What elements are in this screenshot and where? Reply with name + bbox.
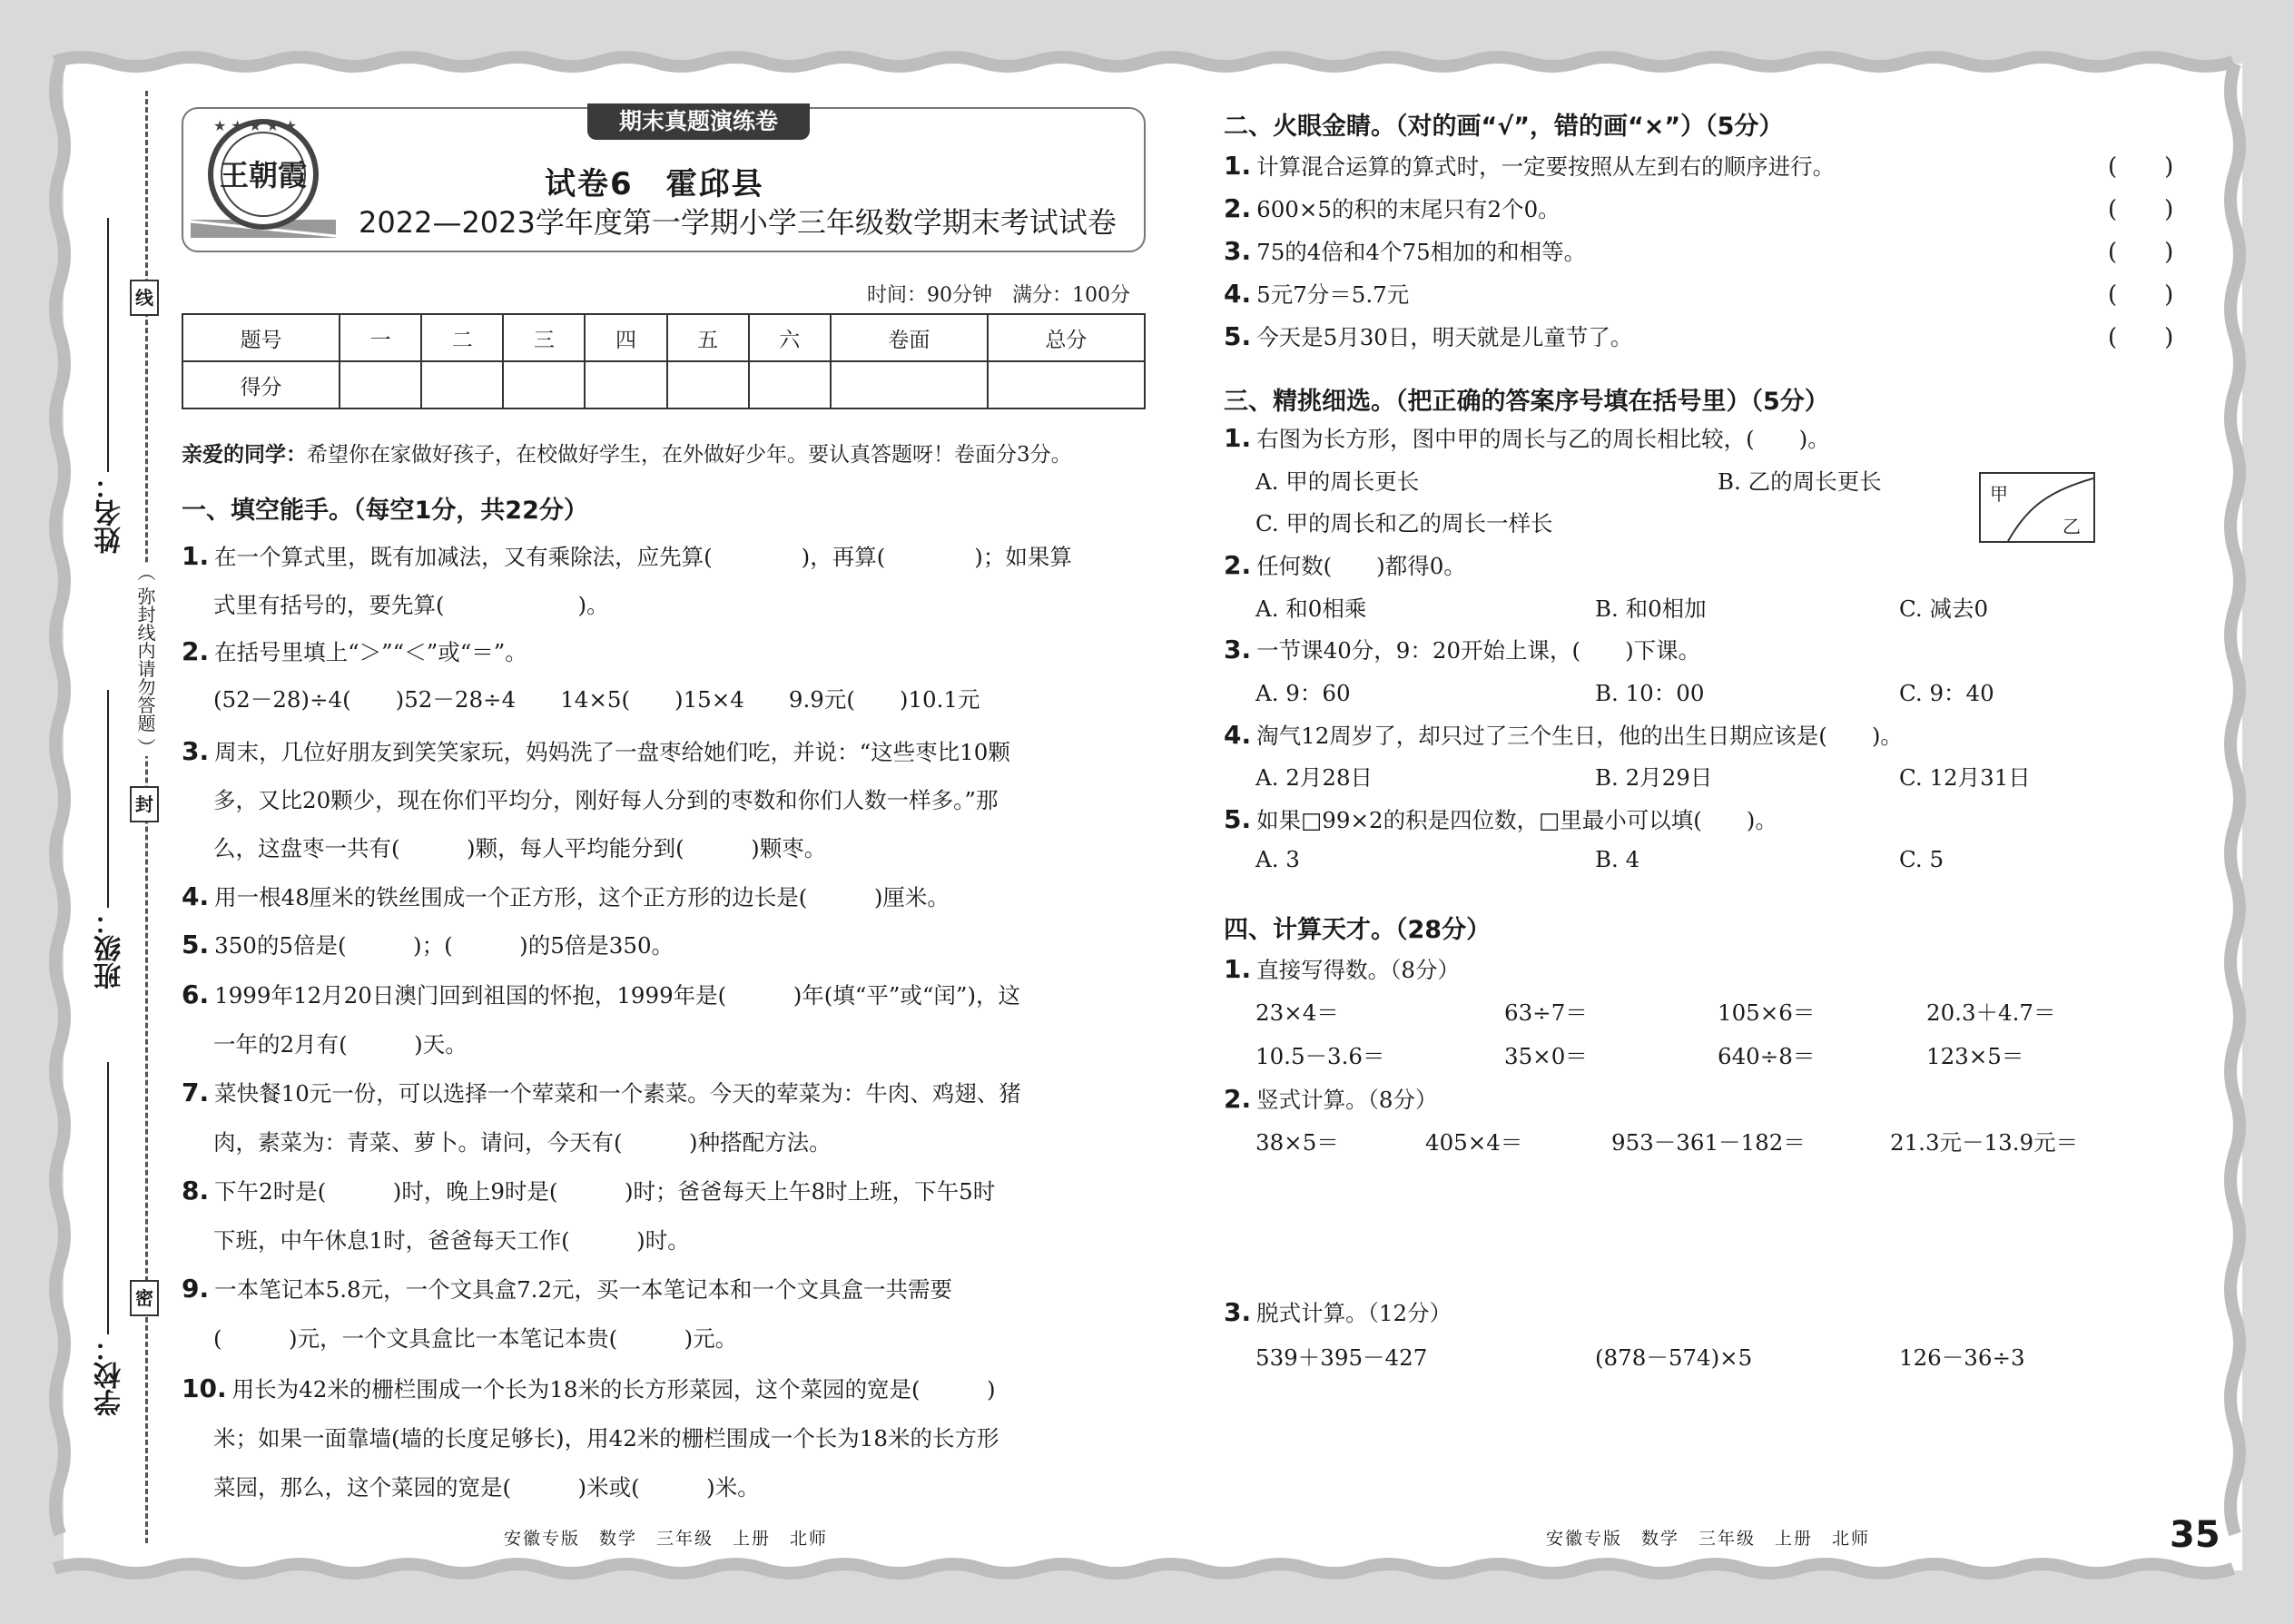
s3-q4: 4. 淘气12周岁了，却只过了三个生日，他的出生日期应该是( )。 [1224, 720, 1903, 750]
s1-line [182, 1373, 996, 1404]
s3-q5-opt-a: A. 3 [1255, 846, 1300, 872]
score-table [182, 313, 1146, 409]
step-calc-item: (878－574)×5 [1595, 1344, 1753, 1371]
s3-q1-opt-c: C. 甲的周长和乙的周长一样长 [1255, 510, 1553, 536]
s2-item-number: 3. [1224, 236, 1252, 266]
s2-answer-paren[interactable]: ( ) [2108, 196, 2174, 223]
s1-line-text: 在一个算式里，既有加减法，又有乘除法，应先算( )，再算( )；如果算 [214, 544, 1072, 570]
s3-q5: 5. 如果□99×2的积是四位数，□里最小可以填( )。 [1224, 804, 1777, 834]
s2-item-text: 今天是5月30日，明天就是儿童节了。 [1256, 324, 1633, 350]
score-cell[interactable] [831, 361, 988, 408]
s1-line-text: 350的5倍是( )；( )的5倍是350。 [214, 932, 674, 959]
name-label: 姓名： [94, 472, 126, 554]
step-calc-item: 539＋395－427 [1255, 1344, 1428, 1371]
calc-item: 35×0＝ [1504, 1043, 1588, 1069]
footer-right: 安徽专版 数学 三年级 上册 北师 [1546, 1529, 1871, 1549]
s1-line [213, 588, 609, 620]
section4-title: 四、计算天才。（28分） [1224, 916, 1492, 944]
s1-line-text: 么，这盘枣一共有( )颗，每人平均能分到( )颗枣。 [213, 835, 827, 861]
s2-item-number: 2. [1224, 193, 1252, 223]
vertical-calc-item: 21.3元－13.9元＝ [1890, 1129, 2079, 1156]
intro [182, 438, 1072, 468]
class-label: 班级： [94, 908, 126, 989]
s1-line [213, 1471, 760, 1502]
s1-line-text: 用一根48厘米的铁丝围成一个正方形，这个正方形的边长是( )厘米。 [214, 884, 950, 910]
s1-line-text: 式里有括号的，要先算( )。 [213, 592, 609, 618]
s1-line-text: 下午2时是( )时，晚上9时是( )时；爸爸每天上午8时上班，下午5时 [214, 1178, 996, 1205]
s2-item [1224, 192, 1561, 224]
step-calc-item: 126－36÷3 [1899, 1344, 2025, 1371]
calc-item: 20.3＋4.7＝ [1926, 999, 2056, 1026]
s4-p2: 2. 竖式计算。（8分） [1224, 1084, 1438, 1114]
intro-text: 希望你在家做好孩子，在校做好学生，在外做好少年。要认真答题呀！卷面分3分。 [307, 443, 1072, 467]
score-cell[interactable] [503, 361, 585, 408]
s1-question-number: 1. [182, 541, 210, 571]
s1-line-text: 菜园，那么，这个菜园的宽是( )米或( )米。 [213, 1474, 760, 1501]
school-field[interactable] [91, 1334, 136, 1416]
s2-item-number: 5. [1224, 321, 1252, 351]
s1-line [213, 683, 980, 714]
exam-subtitle: 2022—2023学年度第一学期小学三年级数学期末考试试卷 [359, 205, 1117, 240]
s1-question-number: 8. [182, 1176, 210, 1206]
s3-q2-opt-b: B. 和0相加 [1595, 595, 1707, 622]
s1-line [182, 1077, 1021, 1108]
score-th: 四 [585, 314, 666, 361]
seal-char-mi: 密 [130, 1280, 159, 1316]
section3-title: 三、精挑细选。（把正确的答案序号填在括号里）（5分） [1224, 388, 1829, 416]
fig-label-jia: 甲 [1990, 483, 2008, 505]
seal-char-xian: 线 [130, 280, 159, 316]
class-underline [107, 690, 109, 908]
s2-answer-paren[interactable]: ( ) [2108, 153, 2174, 181]
s1-line-text: 1999年12月20日澳门回到祖国的怀抱，1999年是( )年(填“平”或“闰”)，这 [214, 982, 1021, 1009]
s3-q5-opt-c: C. 5 [1899, 846, 1944, 872]
s3-q2-opt-a: A. 和0相乘 [1255, 595, 1367, 622]
calc-item: 123×5＝ [1926, 1043, 2024, 1069]
s1-question-number: 2. [182, 636, 210, 666]
s1-line [213, 832, 826, 863]
rectangle-figure [1979, 472, 2095, 543]
s3-q3: 3. 一节课40分，9：20开始上课，( )下课。 [1224, 635, 1701, 664]
score-table-score-row [182, 361, 1145, 408]
s1-question-number: 10. [182, 1373, 227, 1403]
s3-q2-opt-c: C. 减去0 [1899, 595, 1989, 622]
logo-text: 王朝霞 [219, 158, 308, 192]
s1-question-number: 5. [182, 930, 210, 960]
seal-note: （ 弥封线内请勿答题 ） [123, 563, 159, 756]
section2-title: 二、火眼金睛。（对的画“√”，错的画“×”）（5分） [1224, 113, 1784, 141]
s3-q1-opt-a: A. 甲的周长更长 [1255, 468, 1420, 495]
section1-title: 一、填空能手。（每空1分，共22分） [182, 497, 588, 525]
calc-item: 63÷7＝ [1504, 999, 1588, 1026]
s1-line [213, 1028, 468, 1059]
class-field[interactable] [91, 908, 136, 989]
score-table-header-row [182, 314, 1145, 361]
score-cell[interactable] [585, 361, 666, 408]
intro-label: 亲爱的同学： [182, 443, 307, 467]
s4-p3: 3. 脱式计算。（12分） [1224, 1297, 1452, 1327]
s3-q1: 1. 右图为长方形，图中甲的周长与乙的周长相比较，( )。 [1224, 423, 1830, 453]
s1-question-number: 3. [182, 736, 210, 766]
s1-line [182, 635, 527, 667]
s1-line-text: ( )元，一个文具盒比一本笔记本贵( )元。 [213, 1325, 738, 1352]
score-cell[interactable] [749, 361, 831, 408]
s1-line-text: 用长为42米的栅栏围成一个长为18米的长方形菜园，这个菜园的宽是( ) [231, 1376, 996, 1403]
s4-p1: 1. 直接写得数。（8分） [1224, 954, 1460, 984]
s3-q3-opt-a: A. 9：60 [1255, 680, 1351, 706]
score-th: 卷面 [831, 314, 988, 361]
s1-line-text: 下班，中午休息1时，爸爸每天工作( )时。 [213, 1227, 690, 1254]
school-label: 学校： [94, 1334, 126, 1416]
score-th: 三 [503, 314, 585, 361]
s3-q3-opt-b: B. 10：00 [1595, 680, 1705, 706]
s1-line [213, 783, 998, 815]
header-tab: 期末真题演练卷 [587, 103, 810, 140]
s1-line [213, 1126, 832, 1157]
vertical-calc-item: 38×5＝ [1255, 1129, 1339, 1156]
footer-left: 安徽专版 数学 三年级 上册 北师 [504, 1529, 829, 1549]
score-row-label: 得分 [182, 361, 340, 408]
calc-item: 23×4＝ [1255, 999, 1339, 1026]
s2-item-text: 75的4倍和4个75相加的和相等。 [1256, 239, 1587, 265]
score-cell[interactable] [667, 361, 749, 408]
calc-item: 10.5－3.6＝ [1255, 1043, 1385, 1069]
s3-q5-opt-b: B. 4 [1595, 846, 1640, 872]
s1-line [182, 1175, 995, 1206]
name-field[interactable] [91, 472, 136, 554]
name-underline [107, 218, 109, 472]
s1-line-text: 多，又比20颗少，现在你们平均分，刚好每人分到的枣数和你们人数一样多。”那 [213, 787, 999, 813]
s3-q1-opt-b: B. 乙的周长更长 [1718, 468, 1882, 495]
school-underline [107, 1062, 109, 1334]
brand-logo [186, 111, 340, 247]
s1-line [182, 881, 950, 912]
s3-q4-opt-c: C. 12月31日 [1899, 764, 2031, 791]
s2-item [1224, 320, 1632, 352]
s2-item [1224, 235, 1586, 267]
s1-line [182, 979, 1020, 1010]
s2-item [1224, 278, 1409, 310]
s1-line [182, 929, 674, 960]
s1-line-text: 周末，几位好朋友到笑笑家玩，妈妈洗了一盘枣给她们吃，并说：“这些枣比10颗 [214, 739, 1010, 765]
s1-question-number: 6. [182, 979, 210, 1009]
s2-answer-paren[interactable]: ( ) [2108, 281, 2174, 309]
s2-item-number: 1. [1224, 151, 1252, 181]
score-th: 五 [667, 314, 749, 361]
exam-title: 试卷6 霍邱县 [545, 166, 764, 202]
s1-line-text: 米；如果一面靠墙(墙的长度足够长)，用42米的栅栏围成一个长为18米的长方形 [213, 1425, 999, 1452]
seal-char-feng: 封 [130, 786, 159, 822]
s3-q4-opt-b: B. 2月29日 [1595, 764, 1713, 791]
fig-label-yi: 乙 [2063, 516, 2081, 537]
calc-item: 640÷8＝ [1718, 1043, 1816, 1069]
s1-line-text: 在括号里填上“＞”“＜”或“＝”。 [214, 639, 527, 665]
s1-line [213, 1422, 999, 1453]
s1-line [213, 1224, 690, 1255]
s1-line [213, 1322, 737, 1353]
svg-text:★ ★ ★ ★ ★: ★ ★ ★ ★ ★ [213, 117, 298, 134]
s2-item-number: 4. [1224, 279, 1252, 309]
score-cell[interactable] [421, 361, 503, 408]
s1-question-number: 9. [182, 1274, 210, 1304]
s2-item [1224, 150, 1835, 182]
s3-q2: 2. 任何数( )都得0。 [1224, 550, 1466, 580]
vertical-calc-item: 405×4＝ [1425, 1129, 1523, 1156]
s1-line-text: 一本笔记本5.8元，一个文具盒7.2元，买一本笔记本和一个文具盒一共需要 [214, 1276, 953, 1303]
s2-item-text: 计算混合运算的算式时，一定要按照从左到右的顺序进行。 [1256, 153, 1836, 180]
score-cell[interactable] [340, 361, 421, 408]
score-th: 六 [749, 314, 831, 361]
s3-q3-opt-c: C. 9：40 [1899, 680, 1994, 706]
s1-line-text: 菜快餐10元一份，可以选择一个荤菜和一个素菜。今天的荤菜为：牛肉、鸡翅、猪 [214, 1080, 1021, 1107]
s2-item-text: 5元7分＝5.7元 [1256, 281, 1410, 308]
page-number: 35 [2170, 1514, 2220, 1556]
s1-line-text: 肉，素菜为：青菜、萝卜。请问，今天有( )种搭配方法。 [213, 1129, 832, 1156]
calc-item: 105×6＝ [1718, 999, 1816, 1026]
s3-q4-opt-a: A. 2月28日 [1255, 764, 1373, 791]
s1-line-text: 一年的2月有( )天。 [213, 1031, 468, 1058]
s1-line [182, 1273, 952, 1304]
score-th: 二 [421, 314, 503, 361]
s1-question-number: 7. [182, 1078, 210, 1107]
s2-answer-paren[interactable]: ( ) [2108, 239, 2174, 266]
score-cell[interactable] [988, 361, 1145, 408]
score-th: 一 [340, 314, 421, 361]
s2-item-text: 600×5的积的末尾只有2个0。 [1256, 196, 1561, 222]
vertical-calc-item: 953－361－182＝ [1611, 1129, 1806, 1156]
s1-line-text: (52－28)÷4( )52－28÷4 14×5( )15×4 9.9元( )10.1元 [213, 686, 980, 713]
score-th: 总分 [988, 314, 1145, 361]
s1-line [182, 540, 1072, 572]
score-th: 题号 [182, 314, 340, 361]
s1-line [182, 735, 1010, 767]
s2-answer-paren[interactable]: ( ) [2108, 324, 2174, 351]
time-score-info: 时间：90分钟 满分：100分 [867, 284, 1130, 307]
s1-question-number: 4. [182, 881, 210, 911]
